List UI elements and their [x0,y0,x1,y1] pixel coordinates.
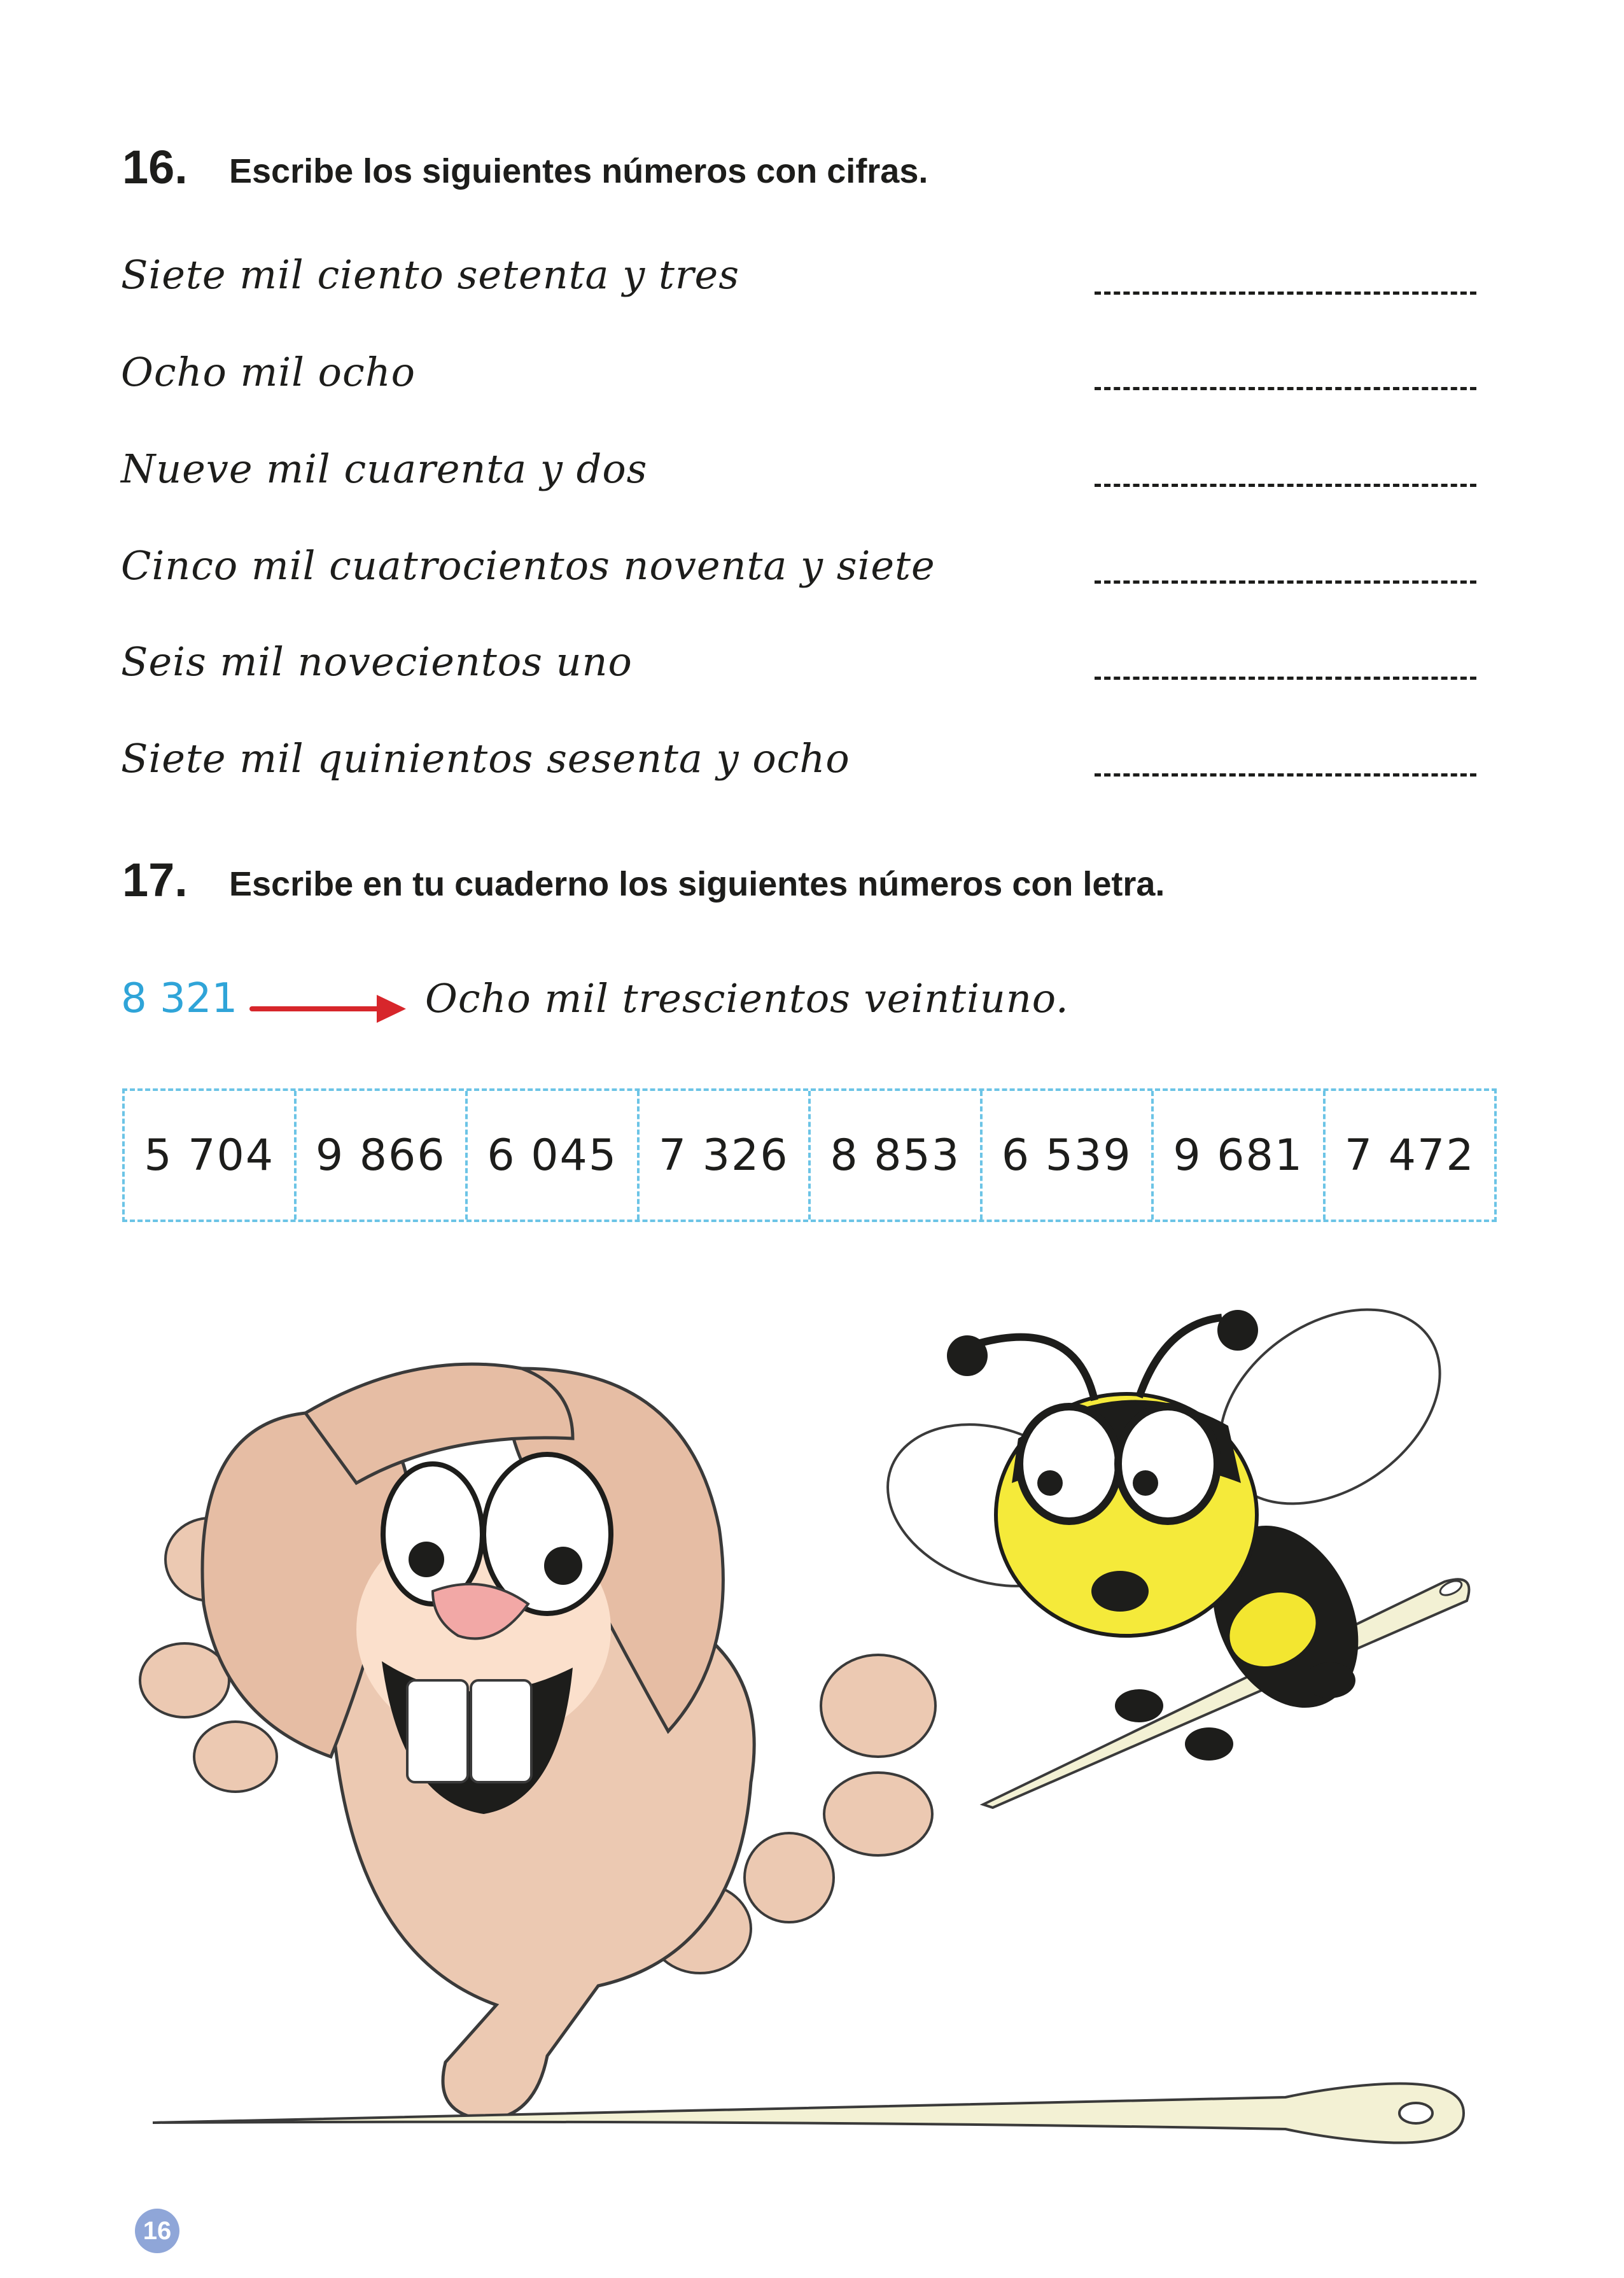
exercise-16-item-1: Siete mil ciento setenta y tres [121,251,740,298]
rabbit-illustration [140,1364,935,2120]
number-cell: 7 472 [1344,1130,1475,1181]
numbers-table [122,1088,1497,1222]
number-cell: 6 539 [983,1091,1154,1220]
exercise-17-instruction: Escribe en tu cuaderno los siguientes números con letra. [229,865,1165,903]
number-cell: 7 326 [640,1091,811,1220]
exercise-16-number: 16. [122,141,188,193]
number-cell: 9 866 [297,1091,468,1220]
exercise-16-item-2: Ocho mil ocho [121,349,416,395]
answer-line-5[interactable] [1095,677,1476,680]
exercise-16-item-6: Siete mil quinientos sesenta y ocho [121,735,850,782]
example-text: Ocho mil trescientos veintiuno. [425,975,1069,1022]
needle-illustration [153,2083,1464,2142]
bee-illustration [865,1273,1476,1808]
example-number: 8 321 [121,975,238,1022]
exercise-16-item-3: Nueve mil cuarenta y dos [121,446,648,492]
number-cell: 9 681 [1154,1091,1326,1220]
exercise-16-instruction: Escribe los siguientes números con cifras. [229,152,928,190]
answer-line-6[interactable] [1095,773,1476,777]
exercise-16-item-4: Cinco mil cuatrocientos noventa y siete [121,542,935,589]
number-cell: 8 853 [811,1091,983,1220]
answer-line-3[interactable] [1095,484,1476,487]
arrow-right-icon [249,990,409,1028]
illustrations [0,1273,1624,2164]
answer-line-2[interactable] [1095,387,1476,390]
exercise-16-item-5: Seis mil novecientos uno [121,638,633,685]
answer-line-4[interactable] [1095,580,1476,584]
number-cell: 5 704 [125,1091,297,1220]
number-cell: 6 045 [468,1091,640,1220]
answer-line-1[interactable] [1095,292,1476,295]
exercise-17-number: 17. [122,854,188,906]
page-number-badge: 16 [135,2209,179,2253]
